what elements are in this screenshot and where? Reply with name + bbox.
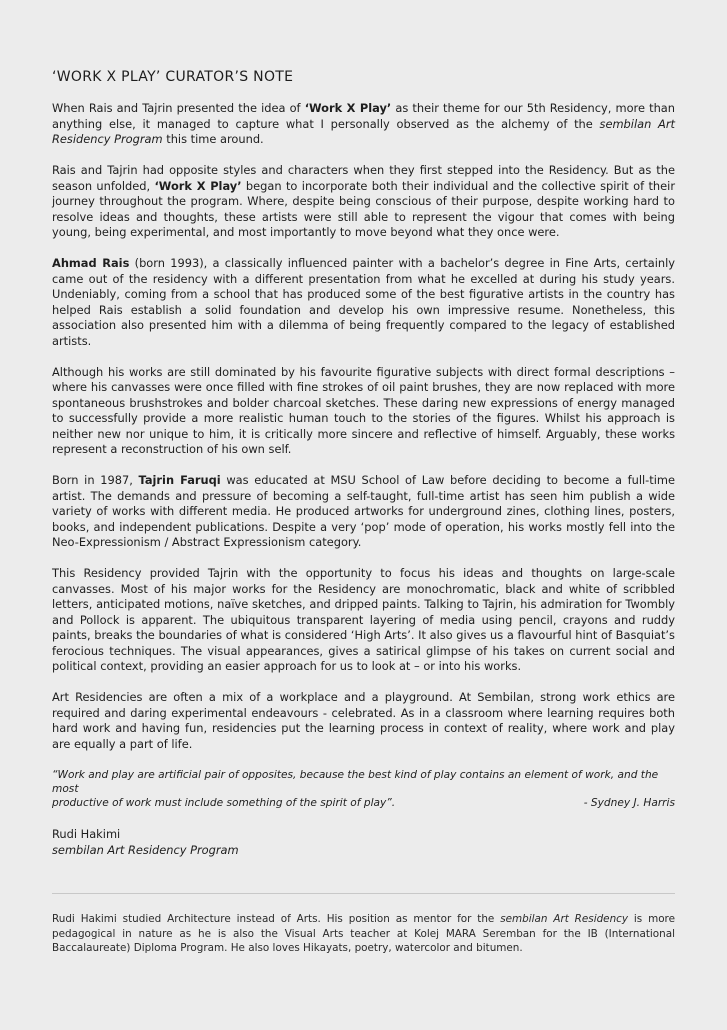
quote-line-wrap	[52, 796, 675, 810]
program-name: sembilan Art Residency Program	[52, 116, 675, 146]
quote-line: productive of work must include something of the spirit of play”.	[52, 796, 396, 809]
quote	[52, 768, 675, 810]
text-run: Rudi Hakimi studied Architecture instead of Arts. His position as mentor for the	[52, 913, 501, 925]
quote-line: “Work and play are artificial pair of opposites, because the best kind of play contains an element of work, and the most	[52, 768, 659, 795]
signature-program: sembilan Art Residency Program	[52, 842, 239, 857]
text-run: Rais and Tajrin had opposite styles and characters when they first stepped into the Residency. But as the season unfolded,	[52, 163, 675, 193]
signature	[52, 826, 675, 858]
text-run: When Rais and Tajrin presented the idea of	[52, 101, 305, 115]
artist-name: Tajrin Faruqi	[138, 473, 221, 487]
paragraph-rais-works: Although his works are still dominated by his favourite figurative subjects with direct formal descriptions – where his canvasses were once filled with fine strokes of oil paint brushes, they are now replaced with more spontaneous brushstrokes and bolder charcoal sketches. These daring new expressions of energy managed to successfully provide a more realistic human touch to the stories of the figures. Whilst his approach is neither new nor unique to him, it is critically more sincere and reflective of himself. Arguably, these works represent a reconstruction of his own self.	[52, 364, 675, 456]
text-run: is more pedagogical in nature as he is also the Visual Arts teacher at Kolej MARA Seremban for the IB (International Baccalaureate) Diploma Program. He also loves Hikayats, poetry, watercolor and bitumen.	[52, 913, 675, 954]
theme-name: ‘Work X Play’	[154, 178, 242, 193]
author-bio	[52, 912, 675, 956]
theme-name: ‘Work X Play’	[304, 101, 392, 115]
text-run: as their theme for our 5th Residency, more than anything else, it managed to capture what I personally observed as the alchemy of the	[52, 101, 675, 131]
artist-name: Ahmad Rais	[52, 256, 130, 270]
paragraph-tajrin-works: This Residency provided Tajrin with the opportunity to focus his ideas and thoughts on large-scale canvasses. Most of his major works for the Residency are monochromatic, black and white of scribbled letters, anticipated motions, naïve sketches, and dripped paints. Talking to Tajrin, his admiration for Twombly and Pollock is apparent. The ubiquitous transparent layering of media using pencil, crayons and ruddy paints, breaks the boundaries of what is considered ‘High Arts’. It also gives us a flavourful hint of Basquiat’s ferocious techniques. The visual appearances, gives a satirical glimpse of his takes on current social and political context, providing an easier approach for us to look at – or into his works.	[52, 566, 675, 673]
text-run: was educated at MSU School of Law before deciding to become a full-time artist. The demands and pressure of becoming a self-taught, full-time artist has seen him publish a wide variety of works with different media. He produced artworks for underground zines, clothing lines, posters, books, and independent publications. Despite a very ‘pop’ mode of operation, his works mostly fell into the Neo-Expressionism / Abstract Expressionism category.	[52, 473, 676, 549]
divider	[52, 893, 675, 894]
text-run: this time around.	[162, 132, 264, 146]
signature-name: Rudi Hakimi	[52, 826, 121, 841]
paragraph-residencies: Art Residencies are often a mix of a workplace and a playground. At Sembilan, strong work ethics are required and daring experimental endeavours - celebrated. As in a classroom where learning requires both hard work and having fun, residencies put the learning process in context of reality, where work and play are equally a part of life.	[52, 690, 675, 751]
text-run: began to incorporate both their individual and the collective spirit of their journey throughout the program. Where, despite being conscious of their purpose, despite working hard to resolve ideas and thoughts, these artists were still able to represent the vigour that comes with being young, being experimental, and most importantly to move beyond what they once were.	[52, 178, 675, 239]
text-run: Born in 1987,	[52, 473, 139, 487]
paragraph-ahmad-rais	[52, 256, 675, 349]
text-run: (born 1993), a classically influenced painter with a bachelor’s degree in Fine Arts, certainly came out of the residency with a different presentation from what he excelled at during his study years. Undeniably, coming from a school that has produced some of the best figurative artists in the country has helped Rais establish a solid foundation and develop his own impressive resume. Nonetheless, this association also presented him with a dilemma of being frequently compared to the legacy of established artists.	[52, 256, 675, 348]
program-name: sembilan Art Residency	[500, 913, 629, 925]
paragraph-styles	[52, 163, 675, 241]
page-title: ‘WORK X PLAY’ CURATOR’S NOTE	[52, 69, 294, 85]
paragraph-tajrin-faruqi	[52, 473, 675, 551]
paragraph-intro	[52, 101, 675, 148]
curator-note	[52, 69, 675, 858]
quote-attribution: - Sydney J. Harris	[583, 796, 675, 809]
